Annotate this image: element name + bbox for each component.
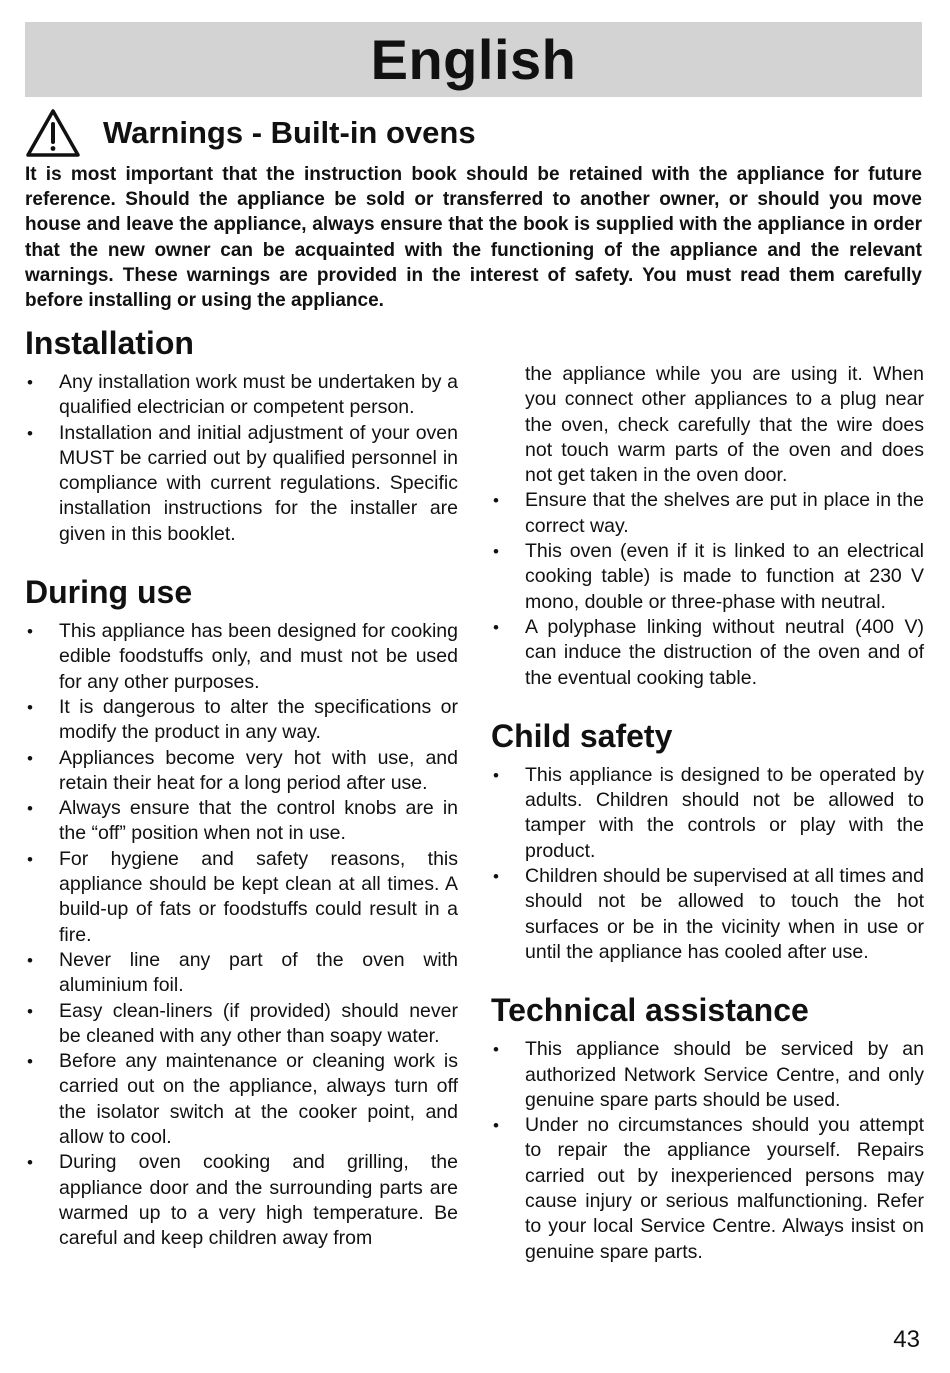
list-item: • Before any maintenance or cleaning work is carried out on the appliance, always turn off the isolator switch at the cooker point, and allow to cool. bbox=[25, 1049, 458, 1150]
list-item: • This appliance has been designed for cooking edible foodstuffs only, and must not be used for any other purposes. bbox=[25, 619, 458, 695]
installation-heading: Installation bbox=[25, 325, 194, 361]
list-item: • Always ensure that the control knobs are in the “off” position when not in use. bbox=[25, 796, 458, 847]
technical-assistance-list bbox=[491, 1037, 924, 1265]
list-item: • Installation and initial adjustment of your oven MUST be carried out by qualified personnel in compliance with current regulations. Specific installation instructions for the installer are given in this booklet. bbox=[25, 421, 458, 547]
list-item: • This appliance is designed to be operated by adults. Children should not be allowed to tamper with the controls or play with the product. bbox=[491, 763, 924, 864]
warning-triangle-icon bbox=[25, 108, 81, 158]
list-item: • Appliances become very hot with use, and retain their heat for a long period after use. bbox=[25, 746, 458, 797]
list-item: • Easy clean-liners (if provided) should never be cleaned with any other than soapy water. bbox=[25, 999, 458, 1050]
list-item: • Under no circumstances should you attempt to repair the appliance yourself. Repairs carried out by inexperienced persons may cause injury or serious malfunctioning. Refer to your local Service Centre. Always insist on genuine spare parts. bbox=[491, 1113, 924, 1265]
list-item: • Children should be supervised at all times and should not be allowed to touch the hot surfaces or be in the vicinity when in use or until the appliance has cooled after use. bbox=[491, 864, 924, 965]
page-number: 43 bbox=[893, 1326, 920, 1353]
warnings-title: Warnings - Built-in ovens bbox=[103, 115, 476, 150]
left-column bbox=[25, 322, 458, 1252]
list-item-continued: the appliance while you are using it. When you connect other appliances to a plug near the oven, check carefully that the wire does not touch warm parts of the oven and does not get taken in the oven door. bbox=[525, 363, 924, 487]
list-item: • This appliance should be serviced by an authorized Network Service Centre, and only genuine spare parts should be used. bbox=[491, 1037, 924, 1113]
during-use-list-continued bbox=[491, 362, 924, 691]
list-item: • For hygiene and safety reasons, this appliance should be kept clean at all times. A build-up of fats or foodstuffs could result in a fire. bbox=[25, 847, 458, 948]
list-item: • Any installation work must be undertaken by a qualified electrician or competent person. bbox=[25, 370, 458, 421]
language-banner bbox=[25, 22, 922, 97]
list-item: • During oven cooking and grilling, the appliance door and the surrounding parts are warmed up to a very high temperature. Be careful and keep children away from bbox=[25, 1150, 458, 1251]
list-item: • Ensure that the shelves are put in place in the correct way. bbox=[491, 488, 924, 539]
list-item: • It is dangerous to alter the specifications or modify the product in any way. bbox=[25, 695, 458, 746]
warnings-header bbox=[25, 108, 476, 158]
list-item: • This oven (even if it is linked to an electrical cooking table) is made to function at 230 V mono, double or three-phase with neutral. bbox=[491, 539, 924, 615]
during-use-list bbox=[25, 619, 458, 1251]
list-item: • Never line any part of the oven with aluminium foil. bbox=[25, 948, 458, 999]
installation-list bbox=[25, 370, 458, 547]
list-item: • A polyphase linking without neutral (400 V) can induce the distruction of the oven and of the eventual cooking table. bbox=[491, 615, 924, 691]
child-safety-list bbox=[491, 763, 924, 965]
warnings-intro: It is most important that the instruction book should be retained with the appliance for future reference. Should the appliance be sold or transferred to another owner, or should you move house and leave the appliance, always ensure that the book is supplied with the appliance in order that the new owner can be acquainted with the functioning of the appliance and the relevant warnings. These warnings are provided in the interest of safety. You must read them carefully before installing or using the appliance. bbox=[25, 164, 922, 312]
right-column bbox=[491, 362, 924, 1265]
during-use-heading: During use bbox=[25, 574, 193, 611]
technical-assistance-heading: Technical assistance bbox=[491, 992, 809, 1029]
page-title: English bbox=[370, 28, 577, 91]
child-safety-heading: Child safety bbox=[491, 717, 673, 754]
